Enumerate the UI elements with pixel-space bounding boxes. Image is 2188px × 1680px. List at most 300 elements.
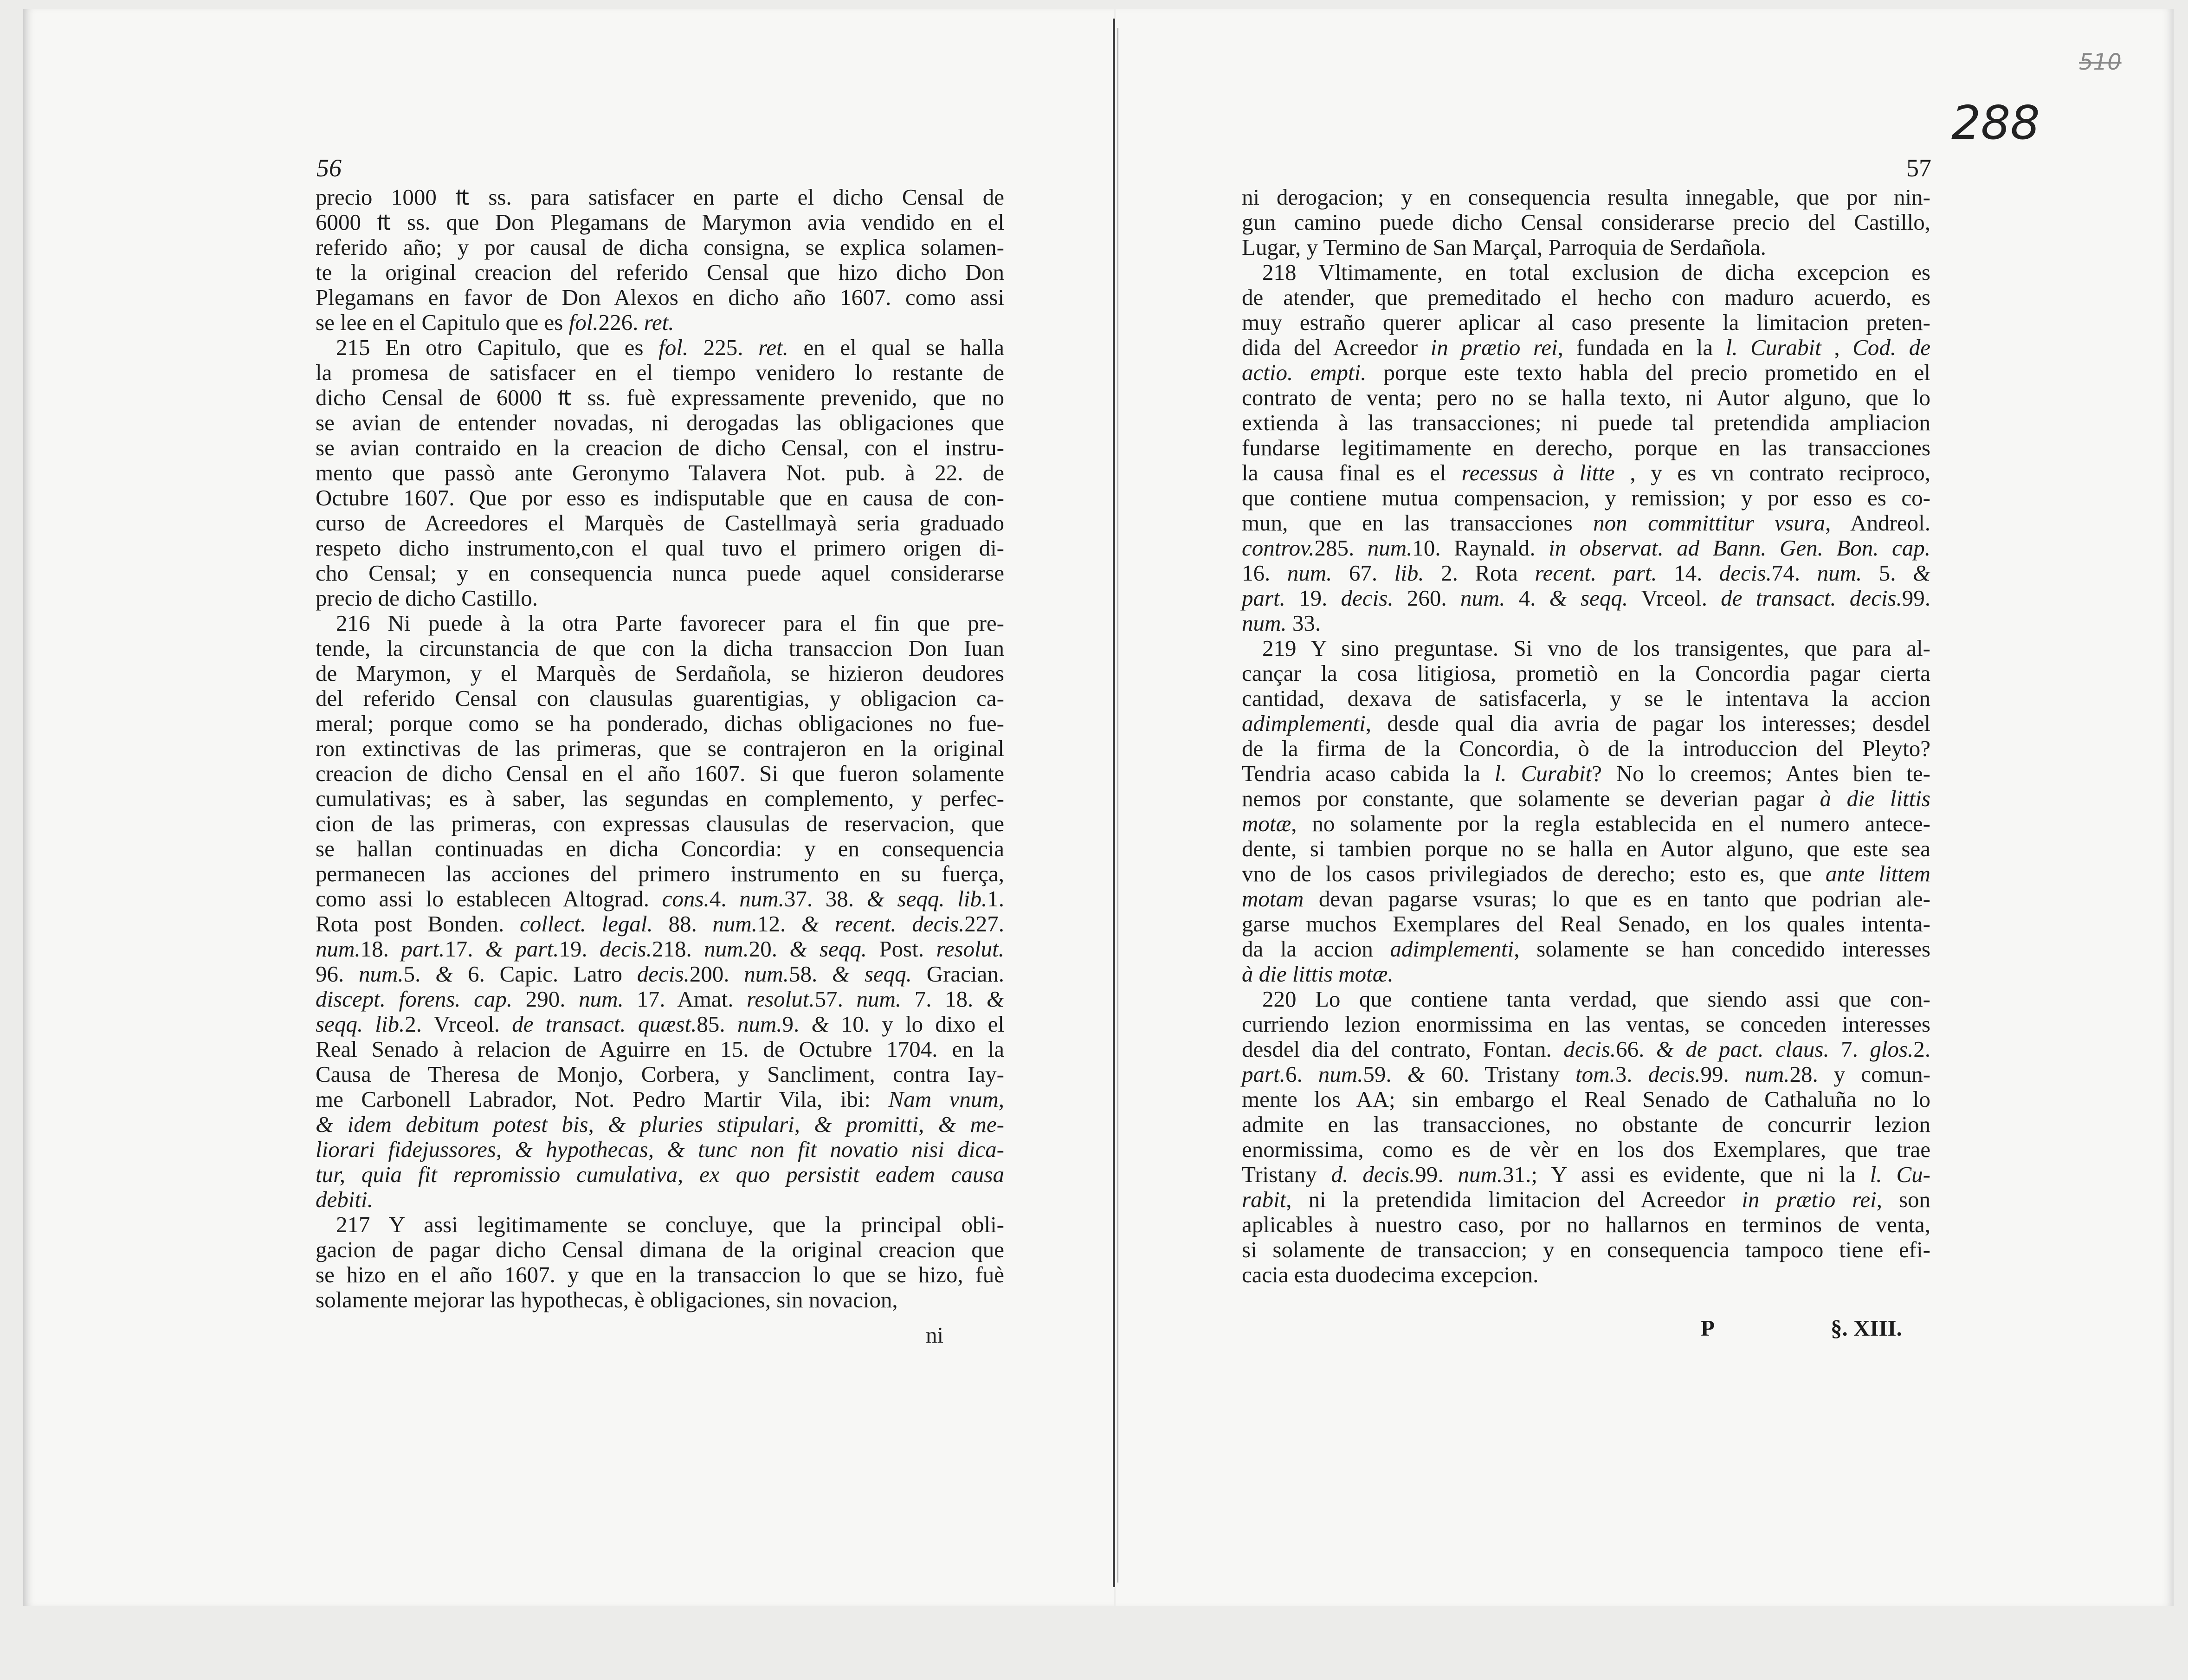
text-line: [316, 987, 1004, 1012]
text-run: devan pagarse vsuras; lo que es en tanto que podrian ale-: [1304, 886, 1930, 911]
text-line: [1242, 937, 1930, 962]
text-line: [316, 686, 1004, 711]
text-line: [1242, 736, 1930, 761]
text-run: de atender, que premeditado el hecho con maduro acuerdo, es: [1242, 284, 1930, 310]
text-line: [316, 636, 1004, 661]
italic-citation: num.: [739, 886, 784, 911]
italic-citation: & seqq.: [1549, 585, 1628, 611]
text-run: 7. 18.: [901, 986, 987, 1012]
text-run: Lugar, y Termino de San Marçal, Parroquia de Serdañola.: [1242, 234, 1766, 260]
text-line: [1242, 460, 1930, 485]
text-line: [316, 1162, 1004, 1187]
italic-citation: num.: [744, 961, 789, 987]
text-run: 99.: [1415, 1162, 1458, 1187]
text-run: en el qual se halla: [788, 335, 1004, 360]
text-line: [316, 1187, 1004, 1212]
text-run: 67.: [1332, 560, 1394, 586]
text-run: aplicables à nuestro caso, por no hallarnos en terminos de venta,: [1242, 1212, 1930, 1237]
italic-citation: collect. legal.: [519, 911, 653, 937]
text-line: [1242, 435, 1930, 460]
left-page-text: [316, 185, 1004, 1312]
text-line: [1242, 310, 1930, 335]
text-run: garse muchos Exemplares del Real Senado, en los quales intenta-: [1242, 911, 1930, 937]
text-line: [1242, 1262, 1930, 1287]
text-run: 227.: [964, 911, 1005, 937]
text-line: [1242, 962, 1930, 987]
text-run: te la original creacion del referido Censal que hizo dicho Don: [316, 259, 1004, 285]
text-line: [316, 786, 1004, 811]
text-line: [316, 886, 1004, 911]
book-gutter-shadow: [1117, 28, 1118, 1583]
text-run: Post.: [866, 936, 936, 962]
italic-citation: cons.: [662, 886, 710, 911]
text-line: [1242, 1137, 1930, 1162]
text-run: ron extinctivas de las primeras, que se contrajeron en la original: [316, 736, 1004, 761]
italic-citation: part.: [1242, 585, 1285, 611]
text-run: 10. Raynald.: [1412, 535, 1549, 561]
text-run: 85.: [697, 1011, 737, 1037]
italic-citation: num.: [1744, 1061, 1790, 1087]
text-run: 19.: [1285, 585, 1341, 611]
text-run: 2. Rota: [1424, 560, 1535, 586]
text-line: [316, 1212, 1004, 1237]
italic-citation: l. Curabit: [1494, 761, 1592, 786]
text-run: curriendo lezion enormissima en las ventas, se conceden interesses: [1242, 1011, 1930, 1037]
text-line: [316, 1062, 1004, 1087]
text-run: 99.: [1700, 1061, 1745, 1087]
text-line: [316, 611, 1004, 636]
text-line: [316, 1137, 1004, 1162]
text-line: [316, 210, 1004, 235]
text-run: se hallan continuadas en dicha Concordia: y en consequencia: [316, 836, 1004, 861]
text-run: dicho Censal de 6000 ₶ ss. fuè expressamente prevenido, que no: [316, 385, 1004, 410]
text-line: [316, 385, 1004, 410]
text-line: [316, 1237, 1004, 1262]
text-line: [1242, 636, 1930, 661]
text-line: [1242, 1012, 1930, 1037]
text-run: 7.: [1829, 1036, 1870, 1062]
text-line: [1242, 811, 1930, 836]
italic-citation: in prætio rei: [1742, 1187, 1877, 1212]
text-line: [1242, 861, 1930, 886]
italic-citation: d. decis.: [1331, 1162, 1415, 1187]
signature-mark: P: [1701, 1315, 1715, 1341]
text-line: [316, 485, 1004, 510]
text-line: [1242, 561, 1930, 586]
italic-citation: num.: [704, 936, 749, 962]
text-run: 66.: [1616, 1036, 1656, 1062]
text-run: Octubre 1607. Que por esso es indisputable que en causa de con-: [316, 485, 1004, 510]
text-run: del referido Censal con clausulas guarentigias, y obligacion ca-: [316, 685, 1004, 711]
text-run: dente, si tambien porque no se halla en Autor alguno, que este sea: [1242, 836, 1930, 861]
text-run: Real Senado à relacion de Aguirre en 15. de Octubre 1704. en la: [316, 1036, 1004, 1062]
text-line: [1242, 185, 1930, 210]
text-run: de la firma de la Concordia, ò de la introduccion del Pleyto?: [1242, 736, 1930, 761]
italic-citation: seqq. lib.: [316, 1011, 405, 1037]
text-run: cion de las primeras, con expressas clausulas de reservacion, que: [316, 811, 1004, 836]
text-line: [1242, 1162, 1930, 1187]
text-run: 290.: [512, 986, 579, 1012]
text-run: vno de los casos privilegiados de derecho; esto es, que: [1242, 861, 1826, 886]
text-line: [1242, 485, 1930, 510]
text-run: si solamente de transaccion; y en consequencia tampoco tiene efi-: [1242, 1237, 1930, 1262]
text-line: [1242, 1112, 1930, 1137]
italic-citation: Nam vnum,: [888, 1086, 1004, 1112]
text-run: cumulativas; es à saber, las segundas en complemento, y perfec-: [316, 786, 1004, 811]
text-line: [316, 1112, 1004, 1137]
italic-citation: de transact. decis.: [1721, 585, 1902, 611]
text-run: 16.: [1242, 560, 1287, 586]
text-line: [1242, 210, 1930, 235]
italic-citation: fol.: [568, 310, 599, 335]
text-run: 4.: [1505, 585, 1549, 611]
page-number-left: 56: [316, 154, 342, 182]
italic-citation: resolut.: [936, 936, 1005, 962]
text-run: 17.: [445, 936, 485, 962]
text-line: [1242, 1212, 1930, 1237]
text-run: 219 Y sino preguntase. Si vno de los transigentes, que para al-: [1262, 635, 1930, 661]
text-run: desdel dia del contrato, Fontan.: [1242, 1036, 1564, 1062]
catchword-right: §. XIII.: [1831, 1315, 1902, 1341]
italic-citation: non committitur vsura: [1593, 510, 1826, 536]
italic-citation: lib.: [1394, 560, 1424, 586]
text-run: 31.; Y assi es evidente, que ni la: [1503, 1162, 1870, 1187]
italic-citation: glos.: [1870, 1036, 1914, 1062]
text-run: admite en las transacciones, no obstante de concurrir lezion: [1242, 1111, 1930, 1137]
text-run: cantidad, dexava de satisfacerla, y se le intentava la accion: [1242, 685, 1930, 711]
text-run: 99.: [1902, 585, 1931, 611]
italic-citation: decis.: [600, 936, 652, 962]
text-line: [316, 586, 1004, 611]
text-line: [316, 435, 1004, 460]
italic-citation: & seqq. lib.: [866, 886, 988, 911]
text-run: cho Censal; y en consequencia nunca puede aquel considerarse: [316, 560, 1004, 586]
text-line: [1242, 1237, 1930, 1262]
italic-citation: num.: [737, 1011, 782, 1037]
text-line: [316, 911, 1004, 937]
text-line: [1242, 335, 1930, 360]
text-line: [316, 185, 1004, 210]
text-run: precio 1000 ₶ ss. para satisfacer en parte el dicho Censal de: [316, 184, 1004, 210]
text-line: [1242, 761, 1930, 786]
text-run: 200.: [689, 961, 744, 987]
text-run: contrato de venta; pero no se halla texto, ni Autor alguno, que lo: [1242, 385, 1930, 410]
text-line: [316, 937, 1004, 962]
text-run: 58.: [788, 961, 832, 987]
text-line: [316, 536, 1004, 561]
italic-citation: discept. forens. cap.: [316, 986, 513, 1012]
italic-citation: & seqq.: [832, 961, 912, 987]
italic-citation: controv.: [1242, 535, 1315, 561]
italic-citation: num.: [1817, 560, 1862, 586]
italic-citation: l. Curabit: [1725, 335, 1821, 360]
text-line: [1242, 1037, 1930, 1062]
text-run: 5.: [1862, 560, 1913, 586]
text-run: 4.: [709, 886, 740, 911]
text-line: [316, 460, 1004, 485]
italic-citation: motam: [1242, 886, 1304, 911]
text-run: 260.: [1393, 585, 1460, 611]
text-run: Rota post Bonden.: [316, 911, 520, 937]
italic-citation: recent. part.: [1535, 560, 1657, 586]
text-run: enormissima, como es de vèr en los dos Exemplares, que trae: [1242, 1137, 1930, 1162]
text-line: [1242, 786, 1930, 811]
text-line: [316, 235, 1004, 260]
text-run: 96.: [316, 961, 359, 987]
text-run: 57.: [814, 986, 857, 1012]
text-line: [1242, 711, 1930, 736]
text-run: 74.: [1771, 560, 1817, 586]
text-line: [316, 1287, 1004, 1312]
text-line: [316, 861, 1004, 886]
handwritten-folio-number: 288: [1951, 96, 2040, 150]
text-run: 14.: [1657, 560, 1719, 586]
italic-citation: resolut.: [747, 986, 815, 1012]
text-run: , desde qual dia avria de pagar los interesses; desdel: [1365, 711, 1930, 736]
text-run: 37. 38.: [784, 886, 867, 911]
italic-citation: liorari fidejussores, & hypothecas, & tunc non fit novatio nisi dica-: [316, 1137, 1004, 1162]
text-run: , ni la pretendida limitacion del Acreedor: [1286, 1187, 1742, 1212]
text-run: precio de dicho Castillo.: [316, 585, 538, 611]
text-run: 1.: [987, 886, 1004, 911]
text-run: se hizo en el año 1607. y que en la transaccion lo que se hizo, fuè: [316, 1262, 1004, 1287]
italic-citation: rabit: [1242, 1187, 1286, 1212]
italic-citation: num.: [1242, 610, 1287, 636]
italic-citation: in observat. ad Bann. Gen. Bon. cap.: [1549, 535, 1931, 561]
text-run: 6.: [1285, 1061, 1318, 1087]
text-run: 17. Amat.: [623, 986, 747, 1012]
text-run: 285.: [1314, 535, 1368, 561]
italic-citation: num.: [579, 986, 624, 1012]
italic-citation: motæ: [1242, 811, 1291, 836]
text-run: 9.: [782, 1011, 812, 1037]
text-line: [316, 962, 1004, 987]
italic-citation: tom.: [1575, 1061, 1615, 1087]
text-line: [316, 836, 1004, 861]
text-run: 12.: [757, 911, 801, 937]
text-run: 6000 ₶ ss. que Don Plegamans de Marymon avia vendido en el: [316, 209, 1004, 235]
text-line: [1242, 987, 1930, 1012]
text-run: 215 En otro Capitulo, que es: [336, 335, 659, 360]
text-run: gun camino puede dicho Censal considerarse precio del Castillo,: [1242, 209, 1930, 235]
italic-citation: & de pact. claus.: [1656, 1036, 1829, 1062]
text-line: [1242, 235, 1930, 260]
text-run: 59.: [1363, 1061, 1407, 1087]
text-line: [316, 1262, 1004, 1287]
italic-citation: de transact. quæst.: [512, 1011, 697, 1037]
italic-citation: ante littem: [1825, 861, 1931, 886]
text-line: [316, 1087, 1004, 1112]
text-line: [1242, 1062, 1930, 1087]
italic-citation: in prætio rei: [1430, 335, 1558, 360]
text-run: la promesa de satisfacer en el tiempo venidero lo restante de: [316, 360, 1004, 385]
text-run: 218 Vltimamente, en total exclusion de dicha excepcion es: [1262, 259, 1930, 285]
text-line: [1242, 285, 1930, 310]
text-run: ni derogacion; y en consequencia resulta innegable, que por nin-: [1242, 184, 1930, 210]
text-line: [316, 561, 1004, 586]
italic-citation: à die littis motæ.: [1242, 961, 1394, 987]
text-run: , solamente se han concedido interesses: [1514, 936, 1930, 962]
italic-citation: à die littis: [1820, 786, 1931, 811]
text-line: [316, 1012, 1004, 1037]
text-run: Tristany: [1242, 1162, 1331, 1187]
text-run: Gracian.: [911, 961, 1005, 987]
text-run: creacion de dicho Censal en el año 1607. Si que fueron solamente: [316, 761, 1004, 786]
text-run: Tendria acaso cabida la: [1242, 761, 1495, 786]
text-run: , no solamente por la regla establecida en el numero antece-: [1291, 811, 1930, 836]
text-run: meral; porque como se ha ponderado, dichas obligaciones no fue-: [316, 711, 1004, 736]
text-run: ? No lo creemos; Antes bien te-: [1592, 761, 1931, 786]
text-run: 18.: [360, 936, 401, 962]
text-line: [316, 1037, 1004, 1062]
italic-citation: adimplementi: [1242, 711, 1366, 736]
text-run: 217 Y assi legitimamente se concluye, que la principal obli-: [336, 1212, 1004, 1237]
text-run: 33.: [1286, 610, 1321, 636]
text-run: respeto dicho instrumento,con el qual tuvo el primero origen di-: [316, 535, 1004, 561]
italic-citation: debiti.: [316, 1187, 373, 1212]
text-line: [1242, 911, 1930, 937]
text-run: , y es vn contrato reciproco,: [1614, 460, 1931, 485]
text-run: nemos por constante, que solamente se deverian pagar: [1242, 786, 1820, 811]
italic-citation: & part.: [485, 936, 559, 962]
italic-citation: decis.: [1563, 1036, 1616, 1062]
text-line: [316, 510, 1004, 536]
book-gutter: [1113, 19, 1115, 1587]
text-run: 2.: [1913, 1036, 1931, 1062]
crossed-old-folio-number: 510: [2079, 49, 2122, 75]
text-run: cacia esta duodecima excepcion.: [1242, 1262, 1539, 1287]
italic-citation: part.: [1242, 1061, 1285, 1087]
text-run: 2. Vrceol.: [405, 1011, 512, 1037]
text-run: de Marymon, y el Marquès de Serdañola, se hizieron deudores: [316, 660, 1004, 686]
text-line: [1242, 1187, 1930, 1212]
text-run: 6. Capic. Latro: [453, 961, 637, 987]
text-run: , fundada en la: [1557, 335, 1726, 360]
text-line: [1242, 385, 1930, 410]
text-run: 226.: [598, 310, 644, 335]
text-line: [1242, 536, 1930, 561]
text-run: Vrceol.: [1628, 585, 1721, 611]
text-line: [316, 310, 1004, 335]
text-run: referido año; y por causal de dicha consigna, se explica solamen-: [316, 234, 1004, 260]
text-line: [316, 360, 1004, 385]
italic-citation: decis.: [637, 961, 690, 987]
text-run: , Andreol.: [1825, 510, 1931, 536]
text-run: , son: [1876, 1187, 1930, 1212]
text-run: Plegamans en favor de Don Alexos en dicho año 1607. como assi: [316, 284, 1004, 310]
text-run: se avian de entender novadas, ni derogadas las obligaciones que: [316, 410, 1004, 435]
text-line: [316, 410, 1004, 435]
text-line: [1242, 410, 1930, 435]
text-line: [316, 285, 1004, 310]
italic-citation: &: [1407, 1061, 1425, 1087]
italic-citation: ret.: [644, 310, 674, 335]
text-run: como assi lo establecen Altograd.: [316, 886, 662, 911]
text-run: 28. y comun-: [1789, 1061, 1931, 1087]
text-line: [1242, 1087, 1930, 1112]
text-run: extienda à las transacciones; ni puede tal pretendida ampliacion: [1242, 410, 1930, 435]
text-run: 3.: [1615, 1061, 1648, 1087]
text-line: [1242, 510, 1930, 536]
text-run: la causa final es el: [1242, 460, 1462, 485]
text-run: muy estraño querer aplicar al caso presente la limitacion preten-: [1242, 310, 1930, 335]
text-run: 5.: [403, 961, 436, 987]
text-run: 220 Lo que contiene tanta verdad, que siendo assi que con-: [1262, 986, 1930, 1012]
text-run: 20.: [749, 936, 790, 962]
text-line: [316, 736, 1004, 761]
text-run: 10. y lo dixo el: [829, 1011, 1004, 1037]
text-run: 225.: [688, 335, 759, 360]
italic-citation: & recent. decis.: [801, 911, 965, 937]
text-run: me Carbonell Labrador, Not. Pedro Martir Vila, ibi:: [316, 1086, 889, 1112]
italic-citation: fol.: [658, 335, 689, 360]
text-run: mento que passò ante Geronymo Talavera Not. pub. à 22. de: [316, 460, 1004, 485]
italic-citation: Cod. de: [1852, 335, 1931, 360]
text-run: mun, que en las transacciones: [1242, 510, 1594, 536]
text-line: [316, 711, 1004, 736]
italic-citation: num.: [359, 961, 404, 987]
text-line: [1242, 886, 1930, 911]
text-line: [316, 661, 1004, 686]
italic-citation: num.: [1367, 535, 1413, 561]
text-run: dida del Acreedor: [1242, 335, 1431, 360]
text-line: [316, 811, 1004, 836]
text-run: permanecen las acciones del primero instrumento en su fuerça,: [316, 861, 1004, 886]
text-line: [316, 335, 1004, 360]
text-run: mente los AA; sin embargo el Real Senado de Cathaluña no lo: [1242, 1086, 1930, 1112]
text-run: 216 Ni puede à la otra Parte favorecer para el fin que pre-: [336, 610, 1004, 636]
italic-citation: &: [811, 1011, 829, 1037]
text-run: cançar la cosa litigiosa, prometiò en la Concordia pagar cierta: [1242, 660, 1930, 686]
catchword-left: ni: [926, 1322, 944, 1348]
text-line: [1242, 611, 1930, 636]
text-run: que contiene mutua compensacion, y remission; y por esso es co-: [1242, 485, 1930, 510]
text-run: 218.: [652, 936, 704, 962]
italic-citation: &: [1912, 560, 1931, 586]
text-run: 88.: [652, 911, 713, 937]
italic-citation: & idem debitum potest bis, & pluries stipulari, & promitti, & me-: [316, 1111, 1004, 1137]
italic-citation: ret.: [758, 335, 788, 360]
text-run: 60. Tristany: [1425, 1061, 1575, 1087]
italic-citation: adimplementi: [1390, 936, 1514, 962]
italic-citation: actio. empti.: [1242, 360, 1367, 385]
italic-citation: decis.: [1648, 1061, 1701, 1087]
right-page-text: [1242, 185, 1930, 1287]
italic-citation: &: [986, 986, 1005, 1012]
text-run: Causa de Theresa de Monjo, Corbera, y Sancliment, contra Iay-: [316, 1061, 1004, 1087]
text-run: porque este texto habla del precio prometido en el: [1366, 360, 1930, 385]
italic-citation: num.: [712, 911, 758, 937]
text-run: curso de Acreedores el Marquès de Castellmayà seria graduado: [316, 510, 1004, 536]
text-run: solamente mejorar las hypothecas, è obligaciones, sin novacion,: [316, 1287, 898, 1312]
italic-citation: num.: [316, 936, 361, 962]
page-number-right: 57: [1906, 154, 1931, 182]
text-line: [1242, 586, 1930, 611]
text-run: ,: [1821, 335, 1853, 360]
text-run: se lee en el Capitulo que es: [316, 310, 569, 335]
italic-citation: num.: [1318, 1061, 1363, 1087]
italic-citation: part.: [401, 936, 445, 962]
italic-citation: num.: [1460, 585, 1505, 611]
italic-citation: & seqq.: [789, 936, 867, 962]
text-run: da la accion: [1242, 936, 1390, 962]
text-run: se avian contraido en la creacion de dicho Censal, con el instru-: [316, 435, 1004, 460]
text-line: [1242, 260, 1930, 285]
italic-citation: num.: [1458, 1162, 1503, 1187]
text-run: gacion de pagar dicho Censal dimana de la original creacion que: [316, 1237, 1004, 1262]
italic-citation: num.: [856, 986, 902, 1012]
text-line: [316, 761, 1004, 786]
